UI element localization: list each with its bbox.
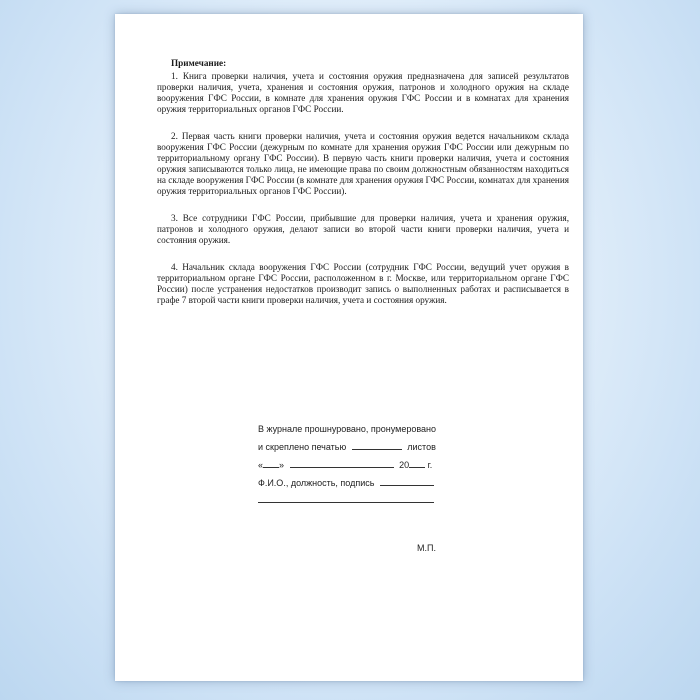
signature-blank <box>380 475 434 486</box>
note-paragraph-4: 4. Начальник склада вооружения ГФС России (сотрудник ГФС России, ведущий учет оружия в территориальном органе ГФС России, расположенном в г. Москве, или территориальном органе ГФС России) после устранения недостатков производит запись о выполненных работах и расписывается в графе 7 второй части книги проверки наличия, учета и состояния оружия. <box>157 262 569 305</box>
year-suffix: г. <box>427 460 433 470</box>
sealed-with-stamp-label: и скреплено печатью <box>258 442 347 452</box>
year-blank <box>409 457 425 468</box>
full-width-blank-line <box>258 501 434 503</box>
signatory-label: Ф.И.О., должность, подпись <box>258 478 375 488</box>
note-paragraph-2: 2. Первая часть книги проверки наличия, учета и состояния оружия ведется начальником склада вооружения ГФС России (дежурным по комнате для хранения оружия ГФС России или дежурным по территориальному органу ГФС России). В первую часть книги проверки наличия, учета и состояния оружия записываются только лица, не имеющие права по своим должностным обязанностям находиться на складе вооружения ГФС России (в комнате для хранения оружия ГФС России, комнатах для хранения оружия территориальных органов ГФС России). <box>157 131 569 196</box>
month-blank <box>290 457 394 468</box>
day-blank <box>263 457 279 468</box>
quote-close: » <box>279 460 285 470</box>
note-paragraph-1: 1. Книга проверки наличия, учета и состояния оружия предназначена для записей результатов проверки наличия, учета, хранения и состояния оружия, патронов и холодного оружия на складе вооружения ГФС России, в комнате для хранения оружия ГФС России и в комнатах для хранения оружия территориальных органов ГФС России. <box>157 71 569 114</box>
certification-line-1 <box>258 420 448 438</box>
binding-certification-block <box>258 420 448 503</box>
certification-line-2 <box>258 438 448 456</box>
sheet-count-blank <box>352 439 402 450</box>
year-prefix: 20 <box>399 460 410 470</box>
notes-heading: Примечание: <box>171 58 227 68</box>
certification-text: В журнале прошнуровано, пронумеровано <box>258 424 437 434</box>
sheets-label: листов <box>407 442 436 452</box>
certification-signature-line <box>258 474 448 492</box>
seal-place-label: М.П. <box>417 543 436 553</box>
certification-date-line <box>258 456 448 474</box>
notes-section <box>157 58 569 322</box>
note-paragraph-3: 3. Все сотрудники ГФС России, прибывшие для проверки наличия, учета и хранения оружия, патронов и холодного оружия, делают записи во второй части книги проверки наличия, учета и состояния оружия. <box>157 213 569 245</box>
quote-open: « <box>258 460 264 470</box>
document-page <box>115 14 583 681</box>
